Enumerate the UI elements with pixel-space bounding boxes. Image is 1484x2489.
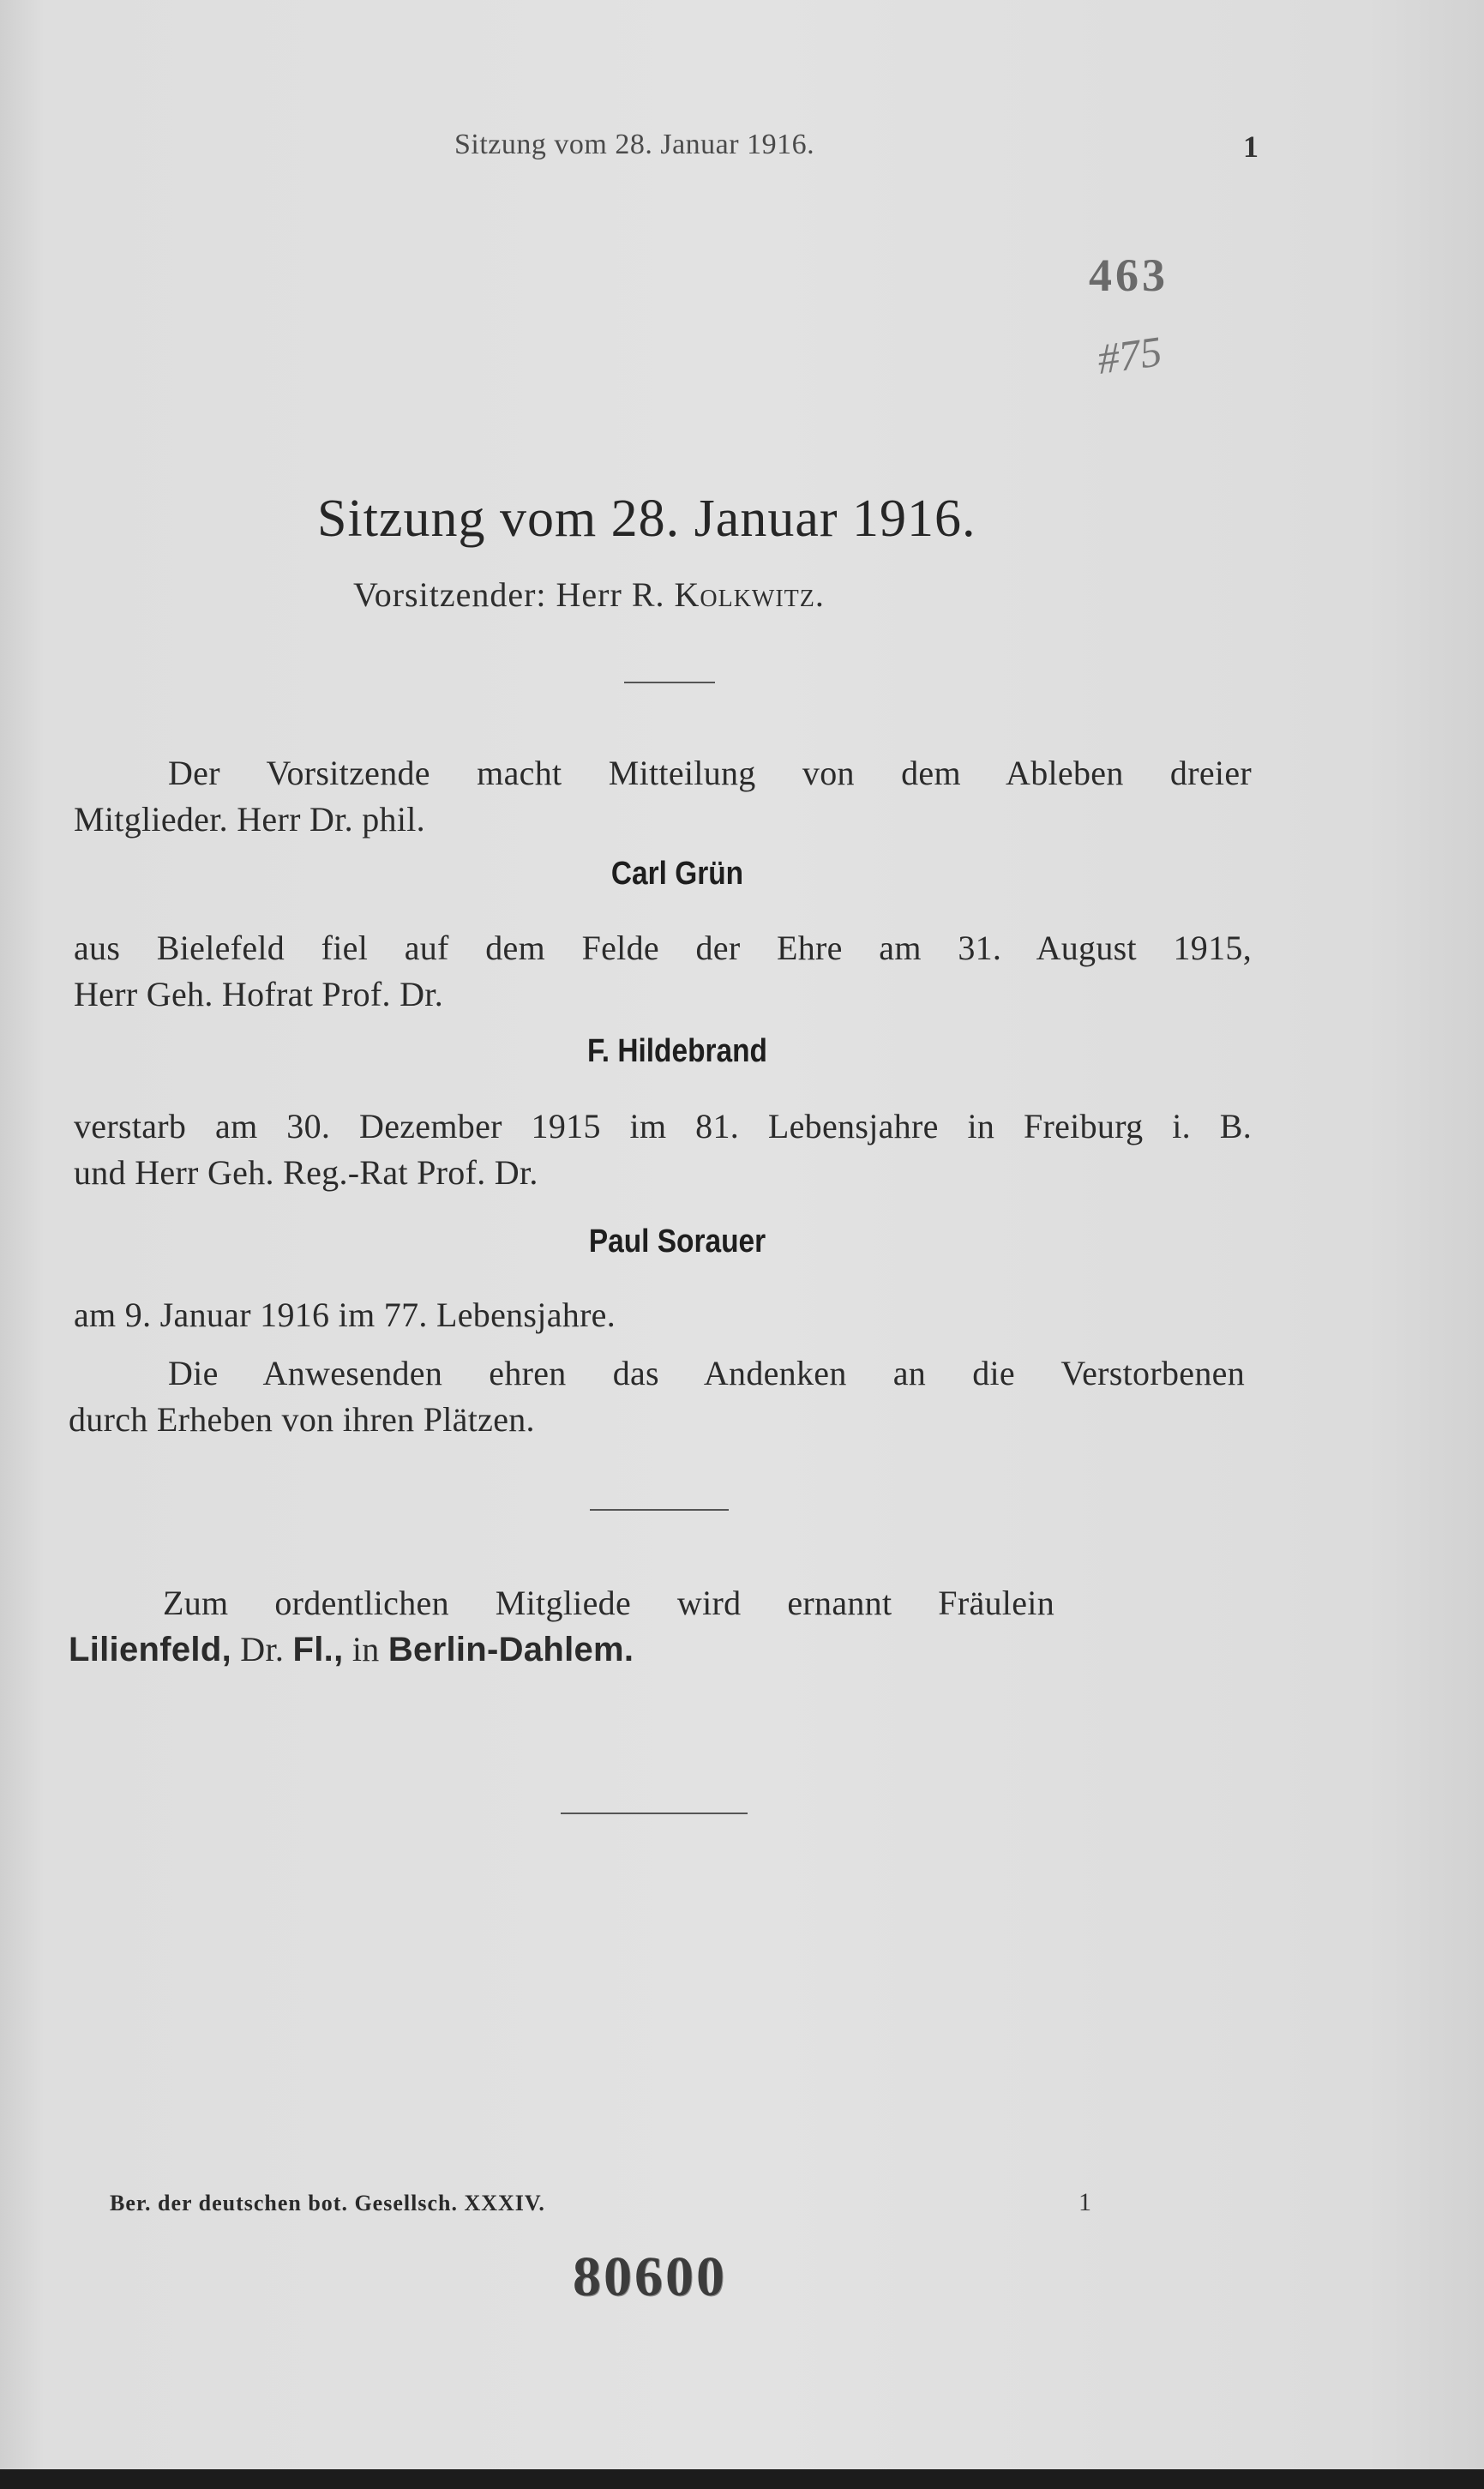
chair-label: Vorsitzender: Herr R. <box>353 575 665 614</box>
journal-signature: Ber. der deutschen bot. Gesellsch. XXXIV. <box>110 2191 545 2215</box>
deceased-name: F. Hildebrand <box>587 1033 767 1069</box>
body-line: Herr Geh. Hofrat Prof. Dr. <box>74 975 444 1013</box>
deceased-name: Paul Sorauer <box>588 1223 766 1260</box>
deceased-name: Carl Grün <box>610 856 744 892</box>
body-line: Der Vorsitzende macht Mitteilung von dem Ableben dreier <box>168 754 1252 792</box>
library-stamp: 80600 <box>573 2246 727 2308</box>
chair-name: Kolkwitz. <box>674 575 825 614</box>
member-initials: Fl., <box>292 1631 344 1668</box>
page-title: Sitzung vom 28. Januar 1916. <box>317 490 976 548</box>
divider-rule <box>624 682 715 683</box>
body-line: am 9. Januar 1916 im 77. Lebensjahre. <box>74 1296 616 1334</box>
divider-rule <box>590 1509 729 1511</box>
body-line: aus Bielefeld fiel auf dem Felde der Ehre am 31. August 1915, <box>74 929 1252 967</box>
archive-number: 463 <box>1089 250 1169 301</box>
appointment-line <box>69 1629 634 1669</box>
member-name: Lilienfeld, <box>69 1631 231 1668</box>
body-line: durch Erheben von ihren Plätzen. <box>69 1400 535 1439</box>
divider-rule <box>561 1813 748 1814</box>
body-line: und Herr Geh. Reg.-Rat Prof. Dr. <box>74 1153 538 1192</box>
member-title: Dr. <box>240 1630 285 1668</box>
page-number: 1 <box>1243 129 1259 164</box>
member-place: Berlin-Dahlem. <box>388 1631 634 1668</box>
chair-line <box>353 574 825 615</box>
body-line: Zum ordentlichen Mitgliede wird ernannt Fräulein <box>163 1584 1054 1622</box>
body-line: Mitglieder. Herr Dr. phil. <box>74 800 425 839</box>
member-preposition: in <box>351 1630 380 1668</box>
body-line: verstarb am 30. Dezember 1915 im 81. Lebensjahre in Freiburg i. B. <box>74 1107 1252 1145</box>
scan-edge <box>0 2469 1484 2489</box>
body-line: Die Anwesenden ehren das Andenken an die Verstorbenen <box>168 1354 1245 1392</box>
sheet-number: 1 <box>1078 2188 1091 2216</box>
running-head: Sitzung vom 28. Januar 1916. <box>454 129 815 160</box>
handwritten-note: #75 <box>1094 327 1165 383</box>
